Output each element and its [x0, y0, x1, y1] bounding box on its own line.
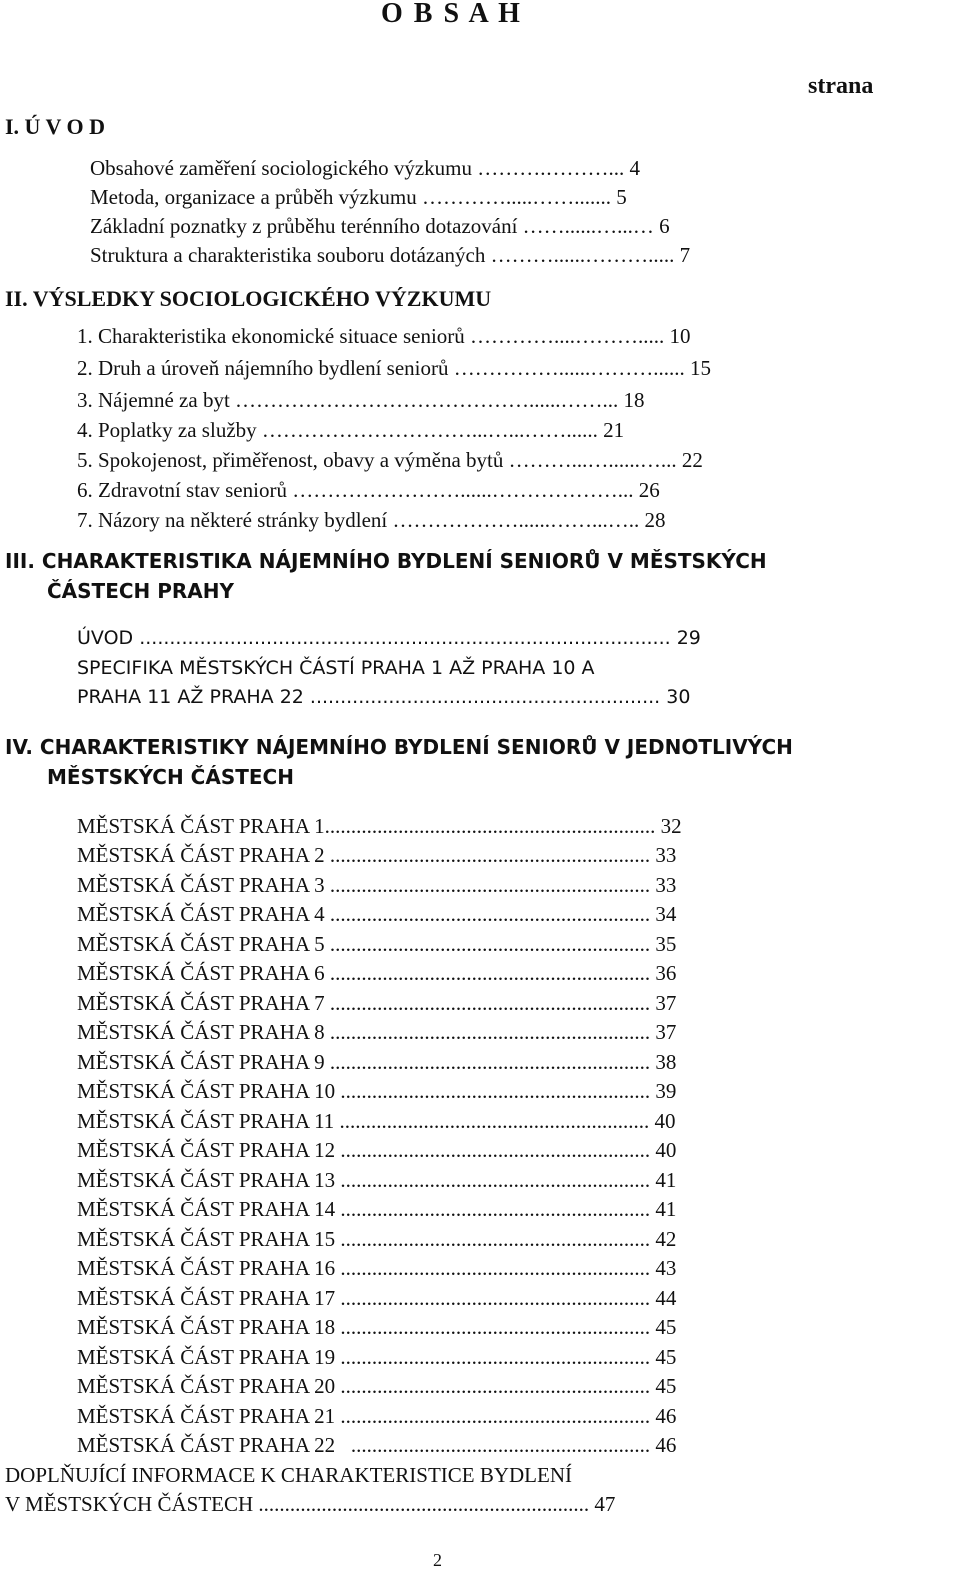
toc-entry: MĚSTSKÁ ČÁST PRAHA 7 ............................................................. 37 — [77, 991, 677, 1015]
toc-entry: MĚSTSKÁ ČÁST PRAHA 20 ........................................................... 45 — [77, 1374, 677, 1398]
toc-entry: MĚSTSKÁ ČÁST PRAHA 1............................................................... 32 — [77, 814, 682, 838]
toc-entry: MĚSTSKÁ ČÁST PRAHA 17 ........................................................... 44 — [77, 1286, 677, 1310]
toc-entry: MĚSTSKÁ ČÁST PRAHA 21 ........................................................... 46 — [77, 1404, 677, 1428]
toc-entry: Struktura a charakteristika souboru dotázaných ………......………..... 7 — [90, 243, 691, 267]
page-title: O B S A H — [381, 0, 522, 29]
toc-entry: MĚSTSKÁ ČÁST PRAHA 11 ........................................................... 40 — [77, 1109, 676, 1133]
toc-entry: 2. Druh a úroveň nájemního bydlení seniorů ……………......………...... 15 — [77, 356, 711, 380]
toc-entry: MĚSTSKÁ ČÁST PRAHA 14 ........................................................... 41 — [77, 1197, 677, 1221]
section-heading-jednotlive: IV. CHARAKTERISTIKY NÁJEMNÍHO BYDLENÍ SENIORŮ V JEDNOTLIVÝCH — [5, 735, 793, 759]
toc-entry-doplnujici: DOPLŇUJÍCÍ INFORMACE K CHARAKTERISTICE BYDLENÍ — [5, 1463, 572, 1487]
page-column-label: strana — [808, 73, 874, 99]
page-number: 2 — [433, 1550, 442, 1570]
toc-entry: Metoda, organizace a průběh výzkumu ………….....……....... 5 — [90, 185, 627, 209]
toc-entry: MĚSTSKÁ ČÁST PRAHA 13 ........................................................... 41 — [77, 1168, 677, 1192]
toc-entry: MĚSTSKÁ ČÁST PRAHA 5 ............................................................. 35 — [77, 932, 677, 956]
toc-entry-doplnujici-cont: V MĚSTSKÝCH ČÁSTECH ............................................................... 47 — [5, 1492, 616, 1516]
toc-entry: MĚSTSKÁ ČÁST PRAHA 12 ........................................................... 40 — [77, 1138, 677, 1162]
toc-entry: MĚSTSKÁ ČÁST PRAHA 18 ........................................................... 45 — [77, 1315, 677, 1339]
toc-entry: ÚVOD ........................................................................................ 29 — [77, 627, 701, 649]
toc-entry: MĚSTSKÁ ČÁST PRAHA 15 ........................................................... 42 — [77, 1227, 677, 1251]
toc-entry: MĚSTSKÁ ČÁST PRAHA 16 ........................................................... 43 — [77, 1256, 677, 1280]
toc-entry: MĚSTSKÁ ČÁST PRAHA 22 ......................................................... 46 — [77, 1433, 677, 1457]
toc-entry: Obsahové zaměření sociologického výzkumu ……….………... 4 — [90, 156, 640, 180]
toc-entry: MĚSTSKÁ ČÁST PRAHA 10 ........................................................... 39 — [77, 1079, 677, 1103]
toc-entry: 4. Poplatky za služby …………………………...…...……...... 21 — [77, 418, 625, 442]
toc-entry: 6. Zdravotní stav seniorů ……………………......………………... 26 — [77, 478, 660, 502]
toc-entry: MĚSTSKÁ ČÁST PRAHA 2 ............................................................. 33 — [77, 843, 677, 867]
toc-entry: MĚSTSKÁ ČÁST PRAHA 19 ........................................................... 45 — [77, 1345, 677, 1369]
section-heading-uvod: I. Ú V O D — [5, 114, 106, 139]
section-heading-charakteristika-cont: ČÁSTECH PRAHY — [47, 579, 235, 603]
toc-entry: 3. Nájemné za byt ……………………………………......……... 18 — [77, 388, 645, 412]
toc-entry: 7. Názory na některé stránky bydlení ………………......……...….. 28 — [77, 508, 666, 532]
toc-entry: MĚSTSKÁ ČÁST PRAHA 9 ............................................................. 38 — [77, 1050, 677, 1074]
toc-entry: Základní poznatky z průběhu terénního dotazování ……......…...… 6 — [90, 214, 670, 238]
toc-entry: SPECIFIKA MĚSTSKÝCH ČÁSTÍ PRAHA 1 AŽ PRAHA 10 A — [77, 657, 595, 679]
toc-entry: 5. Spokojenost, přiměřenost, obavy a výměna bytů ………...…......…... 22 — [77, 448, 703, 472]
toc-entry: MĚSTSKÁ ČÁST PRAHA 6 ............................................................. 36 — [77, 961, 677, 985]
toc-entry: PRAHA 11 AŽ PRAHA 22 .......................................................... 30 — [77, 686, 691, 708]
toc-entry: MĚSTSKÁ ČÁST PRAHA 4 ............................................................. 34 — [77, 902, 677, 926]
section-heading-vysledky: II. VÝSLEDKY SOCIOLOGICKÉHO VÝZKUMU — [5, 286, 492, 311]
section-heading-jednotlive-cont: MĚSTSKÝCH ČÁSTECH — [47, 765, 294, 789]
toc-entry: MĚSTSKÁ ČÁST PRAHA 8 ............................................................. 37 — [77, 1020, 677, 1044]
section-heading-charakteristika: III. CHARAKTERISTIKA NÁJEMNÍHO BYDLENÍ SENIORŮ V MĚSTSKÝCH — [5, 549, 767, 573]
toc-entry: 1. Charakteristika ekonomické situace seniorů …………....………..... 10 — [77, 324, 691, 348]
toc-entry: MĚSTSKÁ ČÁST PRAHA 3 ............................................................. 33 — [77, 873, 677, 897]
